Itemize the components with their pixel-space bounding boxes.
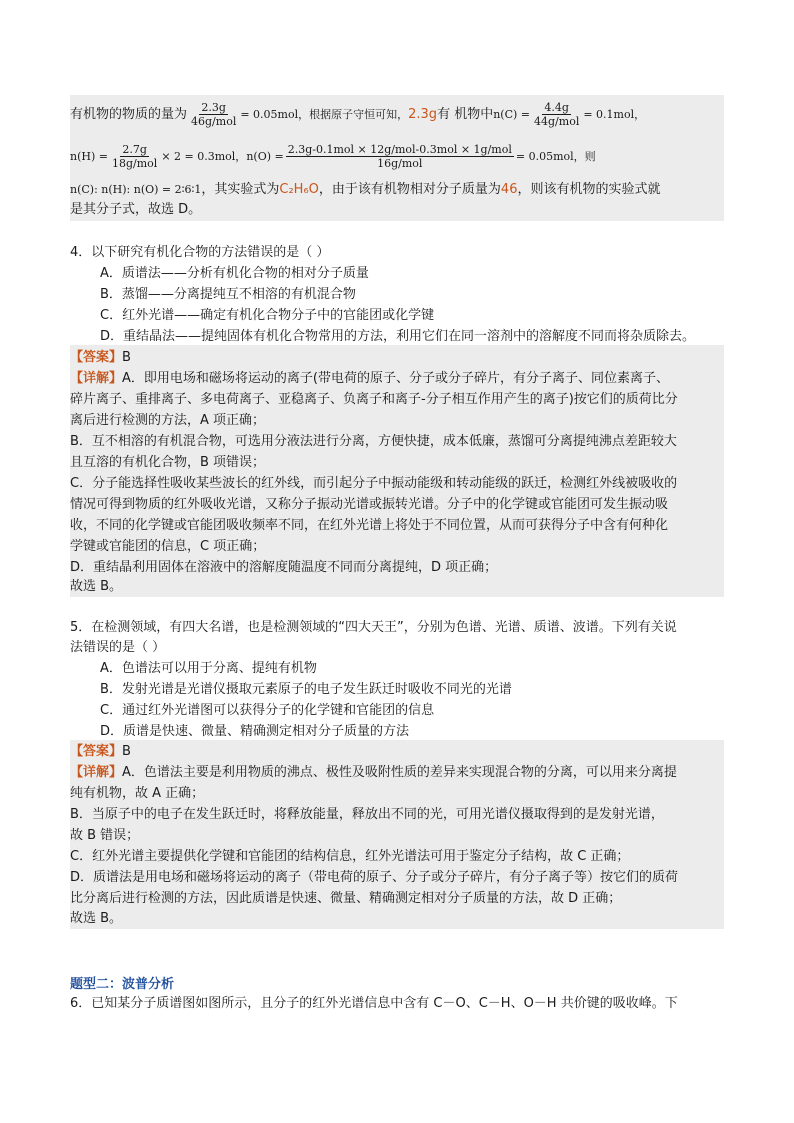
denominator: 44g/mol: [534, 115, 580, 128]
question-4-option-a: A．质谱法——分析有机化合物的相对分子质量: [100, 266, 369, 281]
fraction: [189, 101, 238, 128]
question-4-option-c: C．红外光谱——确定有机化合物分子中的官能团或化学键: [100, 308, 435, 323]
numerator: 2.7g: [122, 143, 147, 156]
question-5-detail-line-2: 纯有机物，故 A 正确；: [70, 786, 205, 801]
question-4-detail-line-9: 学键或官能团的信息，C 项正确；: [70, 539, 266, 554]
fraction: [286, 143, 514, 170]
answer-value: B: [122, 744, 131, 759]
question-4-detail-line-1: [70, 368, 669, 389]
text: 有 机物中: [437, 107, 494, 122]
detail-tag: 【详解】: [70, 371, 123, 386]
question-5-detail-line-3: B．当原子中的电子在发生跃迁时，将释放能量，释放出不同的光，可用光谱仪摄取得到的是发射光谱，: [70, 807, 664, 822]
text: = 0.05mol，根据原子守恒可知，: [240, 108, 409, 121]
question-5-option-a: A．色谱法可以用于分离、提纯有机物: [100, 661, 317, 676]
question-5-option-c: C．通过红外光谱图可以获得分子的化学键和官能团的信息: [100, 703, 435, 718]
numerator: 4.4g: [544, 101, 569, 114]
question-4-option-b: B．蒸馏——分离提纯互不相溶的有机混合物: [100, 287, 356, 302]
question-4-detail-line-8: 收，不同的化学键或官能团吸收频率不同，在红外光谱上将处于不同位置，从而可获得分子中含有何种化: [70, 518, 669, 533]
question-4-detail-line-2: 碎片离子、重排离子、多电荷离子、亚稳离子、负离子和离子-分子相互作用产生的离子)按它们的质荷比分: [70, 392, 678, 407]
question-5-option-d: D．质谱是快速、微量、精确测定相对分子质量的方法: [100, 724, 410, 739]
formula: C₂H₆O: [279, 182, 319, 197]
solution-3-line-2: [70, 143, 596, 170]
question-5-detail-line-8: 故选 B。: [70, 911, 123, 926]
question-4-detail-line-3: 离后进行检测的方法，A 项正确；: [70, 413, 266, 428]
solution-3-line-1: [70, 101, 645, 128]
question-4-detail-line-10: D．重结晶利用固体在溶液中的溶解度随温度不同而分离提纯，D 项正确；: [70, 560, 498, 575]
question-5-detail-line-6: D．质谱法是用电场和磁场将运动的离子（带电荷的原子、分子或分子碎片，有分子离子等）按它们的质荷: [70, 870, 679, 885]
text: n(C) =: [493, 108, 531, 121]
question-5-answer: [70, 741, 131, 762]
question-5-detail-line-1: [70, 762, 677, 783]
text: n(C): n(H): n(O) = 2∶6∶1: [70, 183, 202, 196]
question-5-title-line-2: 法错误的是（ ）: [70, 640, 166, 655]
solution-3-line-3: [70, 179, 660, 200]
question-4-answer: [70, 347, 131, 368]
text: = 0.05mol，则: [515, 150, 596, 163]
text: = 0.1mol，: [583, 108, 646, 121]
numerator: 2.3g-0.1mol × 12g/mol-0.3mol × 1g/mol: [287, 143, 512, 156]
text: n(O) =: [246, 150, 284, 163]
question-5-detail-line-5: C．红外光谱主要提供化学键和官能团的结构信息，红外光谱法可用于鉴定分子结构，故 C 正确；: [70, 849, 630, 864]
text: × 2 = 0.3mol，: [161, 150, 247, 163]
question-4-detail-line-5: 且互溶的有机化合物，B 项错误；: [70, 455, 266, 470]
text: A．即用电场和磁场将运动的离子(带电荷的原子、分子或分子碎片，有分子离子、同位素离子、: [122, 371, 669, 386]
answer-tag: 【答案】: [70, 744, 123, 759]
fraction: [110, 143, 159, 170]
question-4-detail-line-6: C．分子能选择性吸收某些波长的红外线，而引起分子中振动能级和转动能级的跃迁，检测红外线被吸收的: [70, 476, 678, 491]
text: ，由于该有机物相对分子质量为: [318, 182, 501, 197]
solution-3-line-4: 是其分子式，故选 D。: [70, 202, 202, 217]
question-4-title: 4．以下研究有机化合物的方法错误的是（ ）: [70, 245, 330, 260]
detail-tag: 【详解】: [70, 765, 123, 780]
text: A．色谱法主要是利用物质的沸点、极性及吸附性质的差异来实现混合物的分离，可以用来分离提: [122, 765, 677, 780]
fraction: [532, 101, 581, 128]
mass-value: 46: [500, 182, 518, 197]
question-4-detail-line-7: 情况可得到物质的红外吸收光谱，又称分子振动光谱或振转光谱。分子中的化学键或官能团可发生振动吸: [70, 497, 669, 512]
question-5-detail-line-7: 比分离后进行检测的方法，因此质谱是快速、微量、精确测定相对分子质量的方法，故 D 正确；: [70, 891, 622, 906]
question-6-title: 6．已知某分子质谱图如图所示，且分子的红外光谱信息中含有 C－O、C－H、O－H 共价键的吸收峰。下: [70, 996, 678, 1011]
answer-value: B: [122, 350, 131, 365]
denominator: 46g/mol: [191, 115, 237, 128]
denominator: 16g/mol: [377, 157, 423, 170]
question-4-detail-line-11: 故选 B。: [70, 579, 123, 594]
answer-tag: 【答案】: [70, 350, 123, 365]
text: n(H) =: [70, 150, 108, 163]
text: ，则该有机物的实验式就: [517, 182, 661, 197]
question-5-detail-line-4: 故 B 错误；: [70, 828, 140, 843]
question-4-detail-line-4: B．互不相溶的有机混合物，可选用分液法进行分离，方便快捷，成本低廉，蒸馏可分离提纯沸点差距较大: [70, 434, 677, 449]
numerator: 2.3g: [201, 101, 226, 114]
denominator: 18g/mol: [111, 157, 158, 170]
question-4-option-d: D．重结晶法——提纯固体有机化合物常用的方法，利用它们在同一溶剂中的溶解度不同而将杂质除去。: [100, 329, 696, 344]
mass-value: 2.3g: [408, 107, 438, 122]
text: ，其实验式为: [201, 182, 280, 197]
question-5-title-line-1: 5．在检测领域，有四大名谱，也是检测领域的“四大天王”，分别为色谱、光谱、质谱、波谱。下列有关说: [70, 620, 677, 635]
text: 有机物的物质的量为: [70, 107, 188, 122]
question-5-option-b: B．发射光谱是光谱仪摄取元素原子的电子发生跃迁时吸收不同光的光谱: [100, 682, 512, 697]
section-title: 题型二：波普分析: [70, 977, 175, 992]
